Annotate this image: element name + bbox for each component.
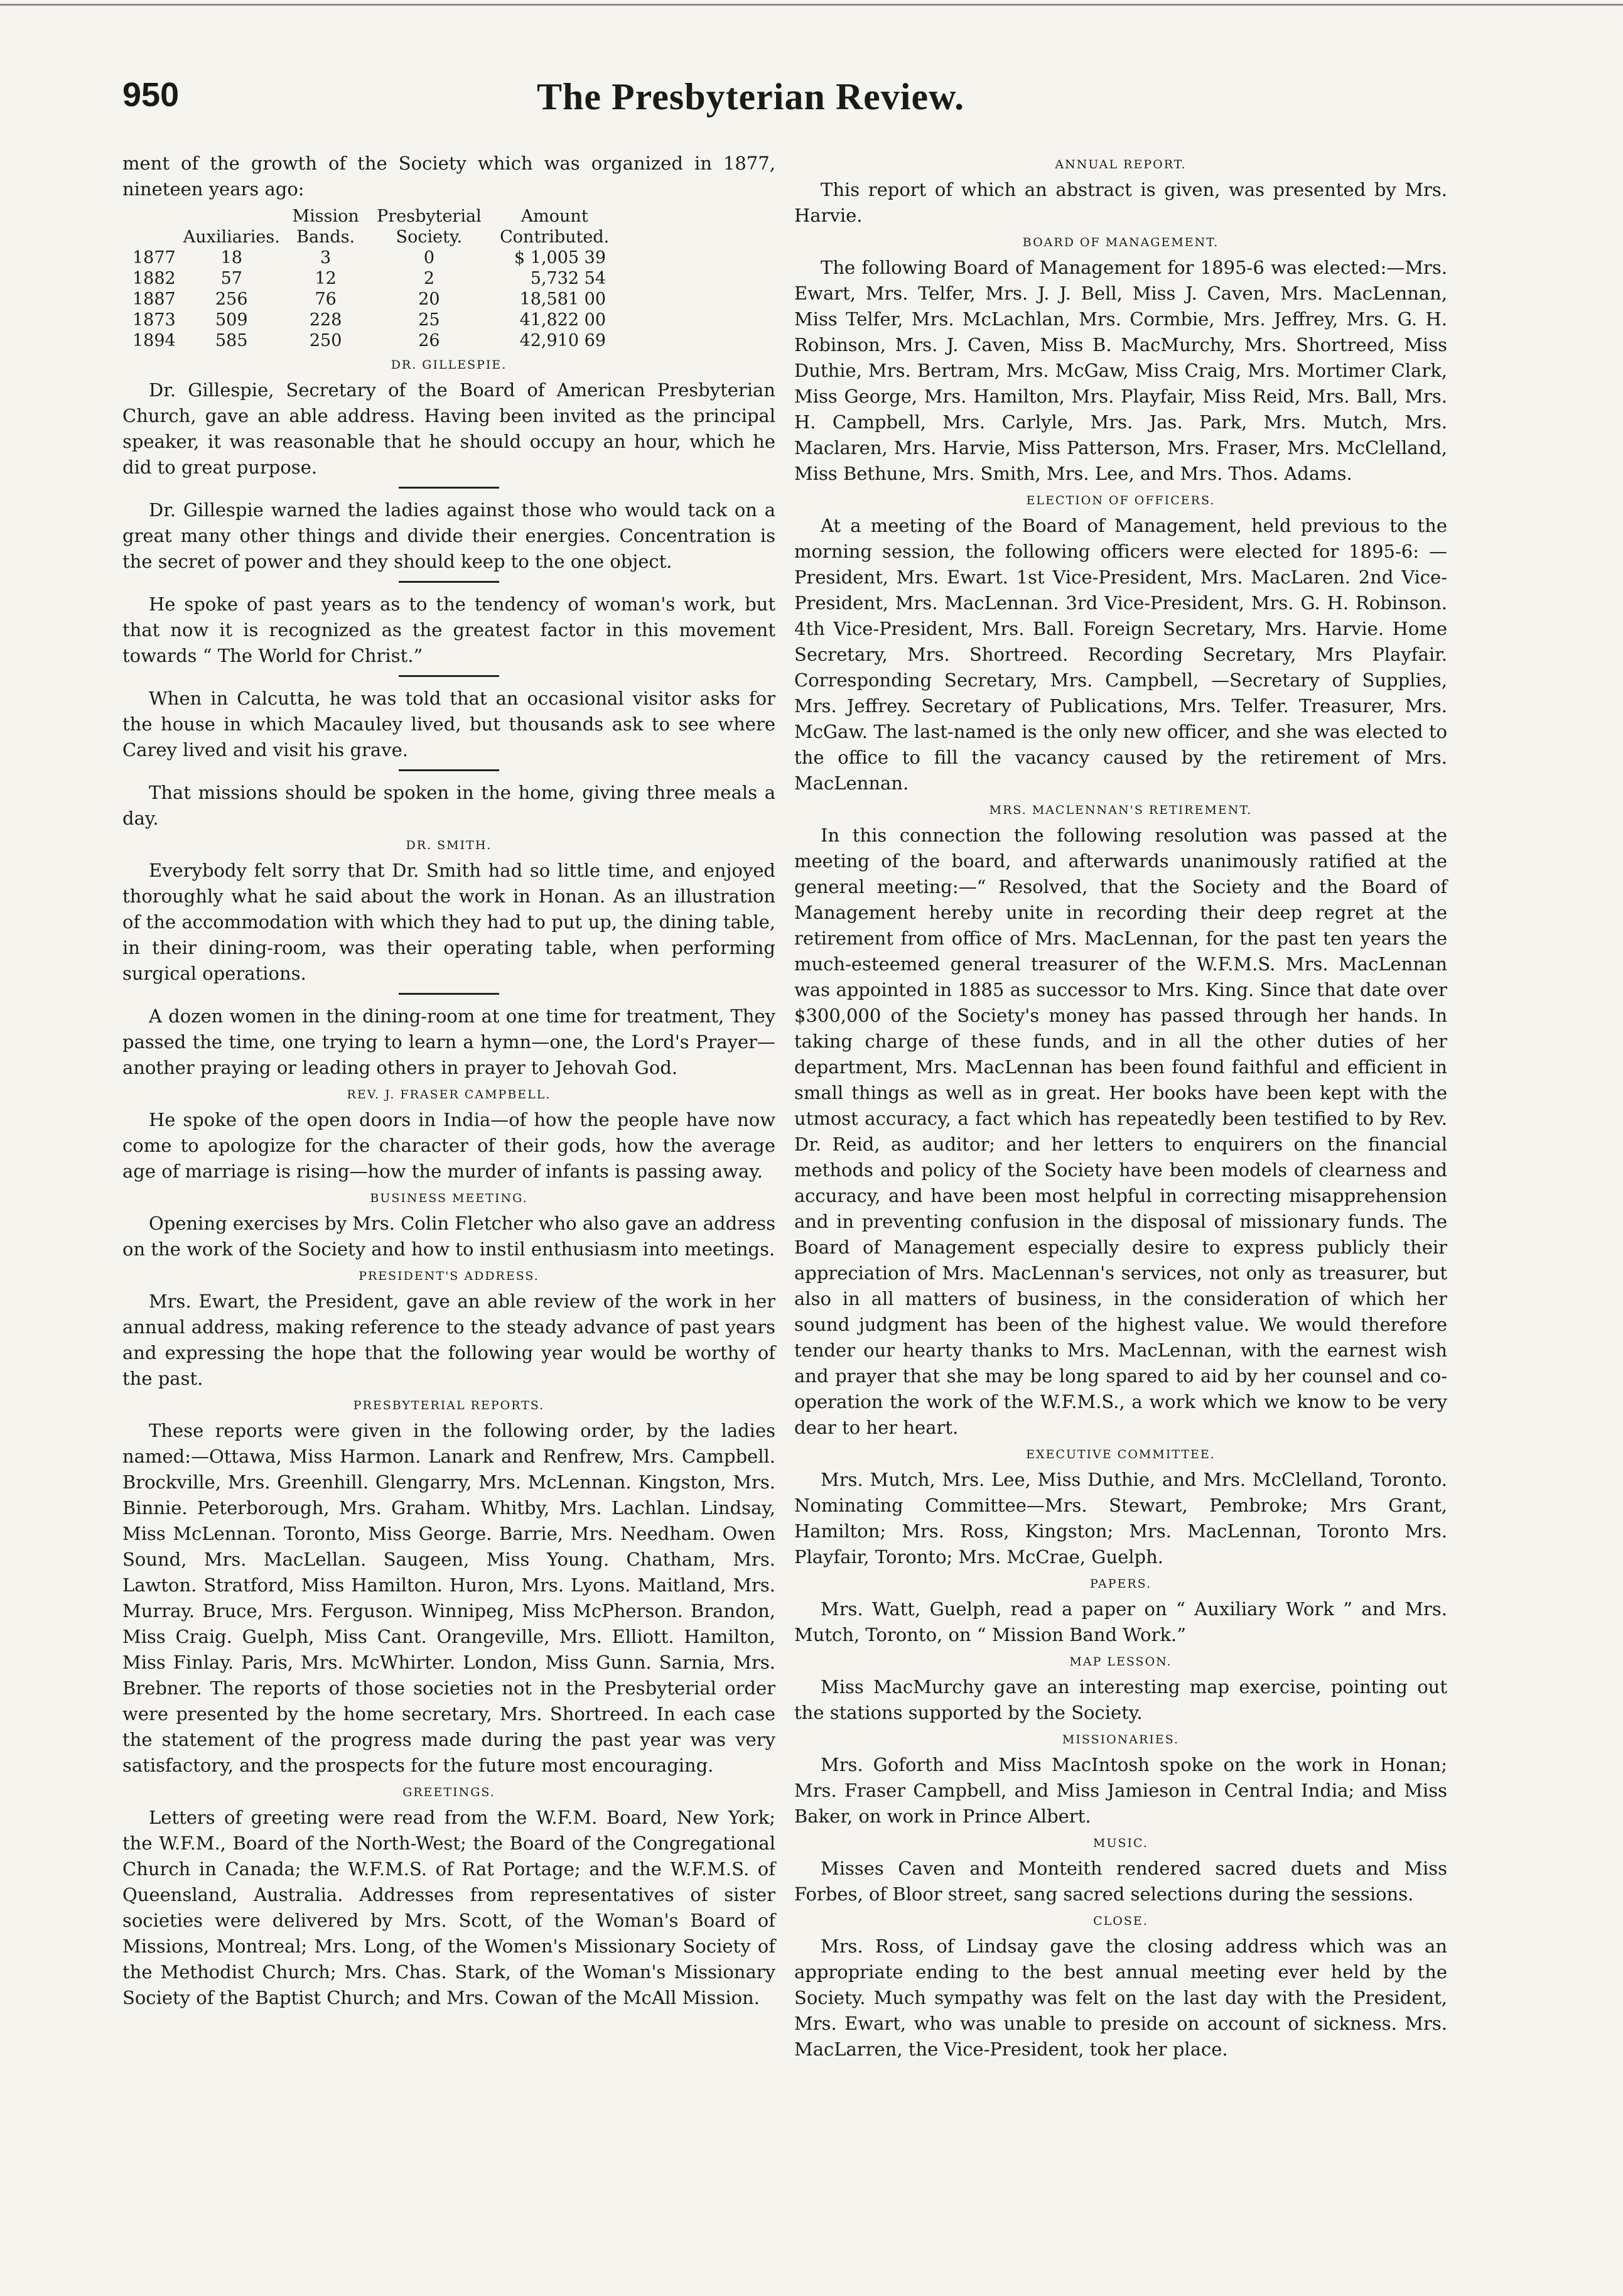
section-heading: PAPERS. [1089, 1577, 1152, 1591]
paragraph: Miss MacMurchy gave an interesting map exercise, pointing out the stations supported by the Society. [794, 1676, 1447, 1723]
divider [399, 487, 499, 489]
table-cell: 18 [220, 248, 242, 268]
table-row [129, 330, 618, 351]
section-heading: GREETINGS. [402, 1785, 495, 1799]
section-heading: ANNUAL REPORT. [1055, 158, 1187, 171]
table-cell: 256 [215, 290, 248, 309]
intro-paragraph: ment of the growth of the Society which was organized in 1877, nineteen years ago: [122, 153, 775, 200]
paragraph: Misses Caven and Monteith rendered sacred duets and Miss Forbes, of Bloor street, sang sacred selections during the sessions. [794, 1858, 1447, 1905]
section-heading: BUSINESS MEETING. [370, 1191, 528, 1205]
table-cell: 2 [423, 269, 435, 288]
table-cell: 76 [315, 290, 337, 309]
paragraph: Mrs. Watt, Guelph, read a paper on “ Auxiliary Work ” and Mrs. Mutch, Toronto, on “ Mission Band Work.” [794, 1598, 1447, 1645]
table-header: Presbyterial Society. [377, 207, 482, 247]
divider [399, 769, 499, 771]
page-header [122, 75, 1516, 132]
paragraph: Mrs. Ewart, the President, gave an able review of the work in her annual address, making reference to the steady advance of past years and expressing the hope that the following year would be worthy of the past. [122, 1291, 775, 1389]
paragraph: A dozen women in the dining-room at one time for treatment, They passed the time, one trying to learn a hymn—one, the Lord's Prayer—another praying or leading others in prayer to Jehovah God. [122, 1005, 775, 1078]
table-row [129, 268, 618, 289]
table-cell: 26 [418, 331, 440, 350]
table-row [129, 289, 618, 310]
table-cell: 1887 [132, 290, 176, 309]
paragraph: He spoke of past years as to the tendency of woman's work, but that now it is recognized as the greatest factor in this movement towards “ The World for Christ.” [122, 593, 775, 666]
section-heading: EXECUTIVE COMMITTEE. [1026, 1448, 1216, 1461]
divider [399, 581, 499, 583]
table-cell: 1873 [132, 310, 176, 330]
paragraph: Mrs. Goforth and Miss MacIntosh spoke on the work in Honan; Mrs. Fraser Campbell, and Miss Jamieson in Central India; and Miss Baker, on work in Prince Albert. [794, 1754, 1447, 1827]
growth-table [129, 206, 618, 351]
table-cell: 1877 [132, 248, 176, 268]
table-cell: 42,910 69 [519, 331, 606, 350]
table-cell: $ 1,005 39 [514, 248, 606, 268]
table-cell: 228 [309, 310, 342, 330]
table-cell: 585 [215, 331, 248, 350]
page-number: 950 [122, 76, 180, 114]
paragraph: This report of which an abstract is given, was presented by Mrs. Harvie. [794, 179, 1447, 226]
paragraph: Letters of greeting were read from the W.F.M. Board, New York; the W.F.M., Board of the North-West; the Board of the Congregational Church in Canada; the W.F.M.S. of Rat Portage; and the W.F.M.S. of Queensland, Australia. Addresses from representatives of sister societies were delivered by Mrs. Scott, of the Woman's Board of Missions, Montreal; Mrs. Long, of the Women's Missionary Society of the Methodist Church; Mrs. Chas. Stark, of the Woman's Missionary Society of the Baptist Church; and Mrs. Cowan of the McAll Mission. [122, 1807, 775, 2008]
section-heading: MAP LESSON. [1069, 1655, 1172, 1669]
section-heading: CLOSE. [1093, 1914, 1148, 1928]
table-cell: 5,732 54 [530, 269, 606, 288]
section-heading: MISSIONARIES. [1062, 1733, 1180, 1746]
left-column [122, 151, 775, 2015]
paragraph: That missions should be spoken in the home, giving three meals a day. [122, 782, 775, 829]
paragraph: Dr. Gillespie warned the ladies against those who would tack on a great many other things and divide their energies. Concentration is the secret of power and they should keep to the one object. [122, 499, 775, 572]
table-cell: 1894 [132, 331, 176, 350]
paragraph: Mrs. Ross, of Lindsay gave the closing address which was an appropriate ending to the best annual meeting ever held by the Society. Much sympathy was felt on the last day with the President, Mrs. Ewart, who was unable to preside on account of sickness. Mrs. MacLarren, the Vice-President, took her place. [794, 1936, 1447, 2060]
section-heading: DR. SMITH. [406, 838, 492, 852]
section-heading: BOARD OF MANAGEMENT. [1022, 236, 1219, 249]
section-heading: MUSIC. [1093, 1836, 1148, 1850]
section-heading: PRESIDENT'S ADDRESS. [359, 1269, 539, 1283]
table-cell: 20 [418, 290, 440, 309]
table-row [129, 310, 618, 330]
table-cell: 57 [220, 269, 242, 288]
section-heading: ELECTION OF OFFICERS. [1026, 494, 1216, 507]
section-heading: DR. GILLESPIE. [391, 358, 507, 372]
paragraph: Opening exercises by Mrs. Colin Fletcher who also gave an address on the work of the Society and how to instil enthusiasm into meetings. [122, 1213, 775, 1260]
journal-title: The Presbyterian Review. [537, 76, 965, 117]
table-cell: 3 [320, 248, 332, 268]
table-cell: 250 [309, 331, 342, 350]
table-header: Amount Contributed. [500, 207, 610, 247]
table-cell: 1882 [132, 269, 176, 288]
paragraph: Mrs. Mutch, Mrs. Lee, Miss Duthie, and Mrs. McClelland, Toronto. Nominating Committee—Mrs. Stewart, Pembroke; Mrs Grant, Hamilton; Mrs. Ross, Kingston; Mrs. MacLennan, Toronto Mrs. Playfair, Toronto; Mrs. McCrae, Guelph. [794, 1469, 1447, 1568]
table-cell: 41,822 00 [519, 310, 606, 330]
table-cell: 12 [315, 269, 337, 288]
paragraph: In this connection the following resolution was passed at the meeting of the board, and afterwards unanimously ratified at the general meeting:—“ Resolved, that the Society and the Board of Management hereby unite in recording their deep regret at the retirement from office of Mrs. MacLennan, for the past ten years the much-esteemed general treasurer of the W.F.M.S. Mrs. MacLennan was appointed in 1885 as successor to Mrs. King. Since that date over $300,000 of the Society's money has passed through her hands. In taking charge of these funds, and in all the other duties of her department, Mrs. MacLennan has been found faithful and efficient in small things as well as in great. Her books have been kept with the utmost accuracy, a fact which has repeatedly been testified to by Rev. Dr. Reid, as auditor; and her letters to enquirers on the financial methods and policy of the Society have been models of clearness and accuracy, and have been most helpful in correcting misapprehension and in preventing confusion in the disposal of missionary funds. The Board of Management especially desire to express publicly their appreciation of Mrs. MacLennan's services, not only as treasurer, but also in all matters of business, in the consideration of which her sound judgment has been of the highest value. We would therefore tender our hearty thanks to Mrs. MacLennan, with the earnest wish and prayer that she may be long spared to aid by her counsel and co-operation the work of the W.F.M.S., a work which we know to be very dear to her heart. [794, 825, 1447, 1438]
table-cell: 509 [215, 310, 248, 330]
section-heading: PRESBYTERIAL REPORTS. [353, 1399, 545, 1412]
paragraph: At a meeting of the Board of Management, held previous to the morning session, the following officers were elected for 1895-6: —President, Mrs. Ewart. 1st Vice-President, Mrs. MacLaren. 2nd Vice-President, Mrs. MacLennan. 3rd Vice-President, Mrs. G. H. Robinson. 4th Vice-President, Mrs. Ball. Foreign Secretary, Mrs. Harvie. Home Secretary, Mrs. Shortreed. Recording Secretary, Mrs Playfair. Corresponding Secretary, Mrs. Campbell, —Secretary of Supplies, Mrs. Jeffrey. Secretary of Publications, Mrs. Telfer. Treasurer, Mrs. McGaw. The last-named is the only new officer, and she was elected to the office to fill the vacancy caused by the retirement of Mrs. MacLennan. [794, 515, 1447, 794]
table-header: Auxiliaries. [183, 227, 280, 247]
table-cell: 25 [418, 310, 440, 330]
table-header [129, 206, 180, 247]
divider [399, 993, 499, 995]
table-header-row [129, 206, 618, 247]
table-cell: 0 [423, 248, 435, 268]
table-cell: 18,581 00 [519, 290, 606, 309]
table-header: Mission Bands. [292, 207, 359, 247]
paragraph: Dr. Gillespie, Secretary of the Board of American Presbyterian Church, gave an able address. Having been invited as the principal speaker, it was reasonable that he should occupy an hour, which he did to great purpose. [122, 379, 775, 478]
paragraph: Everybody felt sorry that Dr. Smith had so little time, and enjoyed thoroughly what he said about the work in Honan. As an illustration of the accommodation with which they had to put up, the dining table, in their dining-room, was their operating table, when performing surgical operations. [122, 860, 775, 984]
divider [399, 675, 499, 677]
paragraph: He spoke of the open doors in India—of how the people have now come to apologize for the character of their gods, how the average age of marriage is rising—how the murder of infants is passing away. [122, 1109, 775, 1182]
right-column [794, 151, 1447, 2066]
section-heading: REV. J. FRASER CAMPBELL. [347, 1088, 551, 1102]
paragraph: When in Calcutta, he was told that an occasional visitor asks for the house in which Macauley lived, but thousands ask to see where Carey lived and visit his grave. [122, 688, 775, 761]
table-row [129, 247, 618, 268]
section-heading: MRS. MACLENNAN'S RETIREMENT. [989, 803, 1253, 817]
top-border-line [0, 4, 1623, 9]
paragraph: The following Board of Management for 1895-6 was elected:—Mrs. Ewart, Mrs. Telfer, Mrs. J. J. Bell, Miss J. Caven, Mrs. MacLennan, Miss Telfer, Mrs. McLachlan, Mrs. Cormbie, Mrs. Jeffrey, Mrs. G. H. Robinson, Mrs. J. Caven, Miss B. MacMurchy, Mrs. Shortreed, Miss Duthie, Mrs. Bertram, Mrs. McGaw, Miss Craig, Mrs. Mortimer Clark, Miss George, Mrs. Hamilton, Mrs. Playfair, Miss Reid, Mrs. Ball, Mrs. H. Campbell, Mrs. Carlyle, Mrs. Jas. Park, Mrs. Mutch, Mrs. Maclaren, Mrs. Harvie, Miss Patterson, Mrs. Fraser, Mrs. McClelland, Miss Bethune, Mrs. Smith, Mrs. Lee, and Mrs. Thos. Adams. [794, 257, 1447, 484]
paragraph: These reports were given in the following order, by the ladies named:—Ottawa, Miss Harmon. Lanark and Renfrew, Mrs. Campbell. Brockville, Mrs. Greenhill. Glengarry, Mrs. McLennan. Kingston, Mrs. Binnie. Peterborough, Mrs. Graham. Whitby, Mrs. Lachlan. Lindsay, Miss McLennan. Toronto, Miss George. Barrie, Mrs. Needham. Owen Sound, Mrs. MacLellan. Saugeen, Miss Young. Chatham, Mrs. Lawton. Stratford, Miss Hamilton. Huron, Mrs. Lyons. Maitland, Mrs. Murray. Bruce, Mrs. Ferguson. Winnipeg, Miss McPherson. Brandon, Miss Craig. Guelph, Miss Cant. Orangeville, Mrs. Elliott. Hamilton, Miss Finlay. Paris, Mrs. McWhirter. London, Miss Gunn. Sarnia, Mrs. Brebner. The reports of those societies not in the Presbyterial order were presented by the home secretary, Mrs. Shortreed. In each case the statement of the progress made during the past year was very satisfactory, and the prospects for the future most encouraging. [122, 1420, 775, 1776]
